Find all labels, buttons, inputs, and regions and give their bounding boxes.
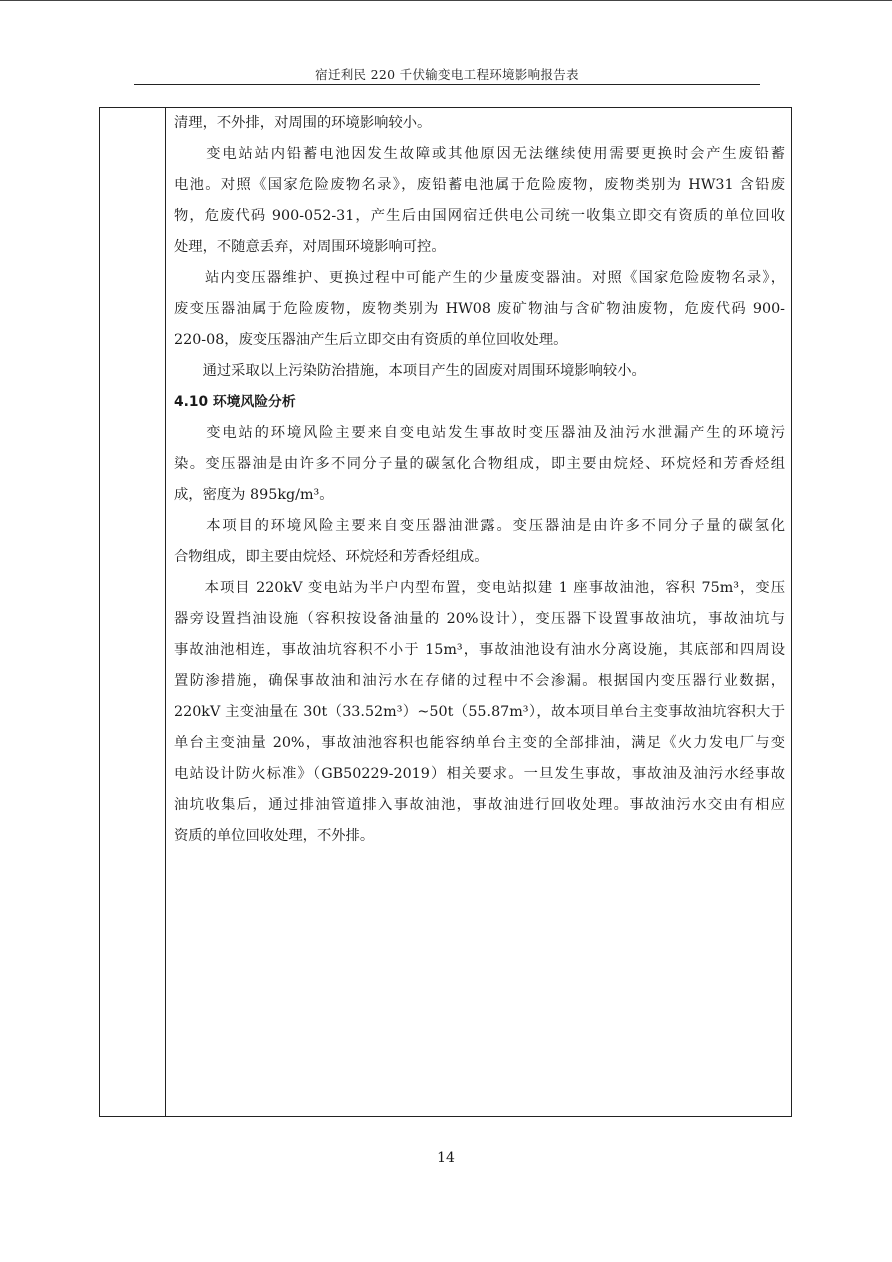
body-line: 电站设计防火标准》（GB50229-2019）相关要求。一旦发生事故，事故油及油污水经事故: [174, 766, 785, 782]
body-line: 处理，不随意丢弃，对周围环境影响可控。: [174, 239, 446, 255]
content-table-frame: [99, 107, 792, 1117]
body-line: 220kV 主变油量在 30t（33.52m³）~50t（55.87m³），故本项目单台主变事故油坑容积大于: [174, 704, 785, 720]
body-line: 变电站站内铅蓄电池因发生故障或其他原因无法继续使用需要更换时会产生废铅蓄: [174, 146, 785, 162]
body-line: 通过采取以上污染防治措施，本项目产生的固废对周围环境影响较小。: [174, 363, 646, 379]
body-line: 220-08，废变压器油产生后立即交由有资质的单位回收处理。: [174, 332, 568, 348]
section-heading: 4.10 环境风险分析: [174, 394, 296, 410]
body-line: 油坑收集后，通过排油管道排入事故油池，事故油进行回收处理。事故油污水交由有相应: [174, 797, 785, 813]
page-number: 14: [437, 1150, 455, 1166]
table-left-column-divider: [165, 108, 166, 1116]
body-line: 废变压器油属于危险废物，废物类别为 HW08 废矿物油与含矿物油废物，危废代码 900-: [174, 301, 785, 317]
body-line: 本项目的环境风险主要来自变压器油泄露。变压器油是由许多不同分子量的碳氢化: [174, 518, 785, 534]
document-header-title: 宿迁利民 220 千伏输变电工程环境影响报告表: [315, 67, 579, 82]
body-line: 合物组成，即主要由烷烃、环烷烃和芳香烃组成。: [174, 549, 489, 565]
top-border-rule: [0, 0, 892, 1]
body-text-area: [174, 108, 785, 852]
body-line: 站内变压器维护、更换过程中可能产生的少量废变器油。对照《国家危险废物名录》，: [174, 270, 785, 286]
body-line: 清理，不外排，对周围的环境影响较小。: [174, 115, 432, 131]
body-line: 本项目 220kV 变电站为半户内型布置，变电站拟建 1 座事故油池，容积 75m³，变压: [174, 580, 785, 596]
body-line: 变电站的环境风险主要来自变电站发生事故时变压器油及油污水泄漏产生的环境污: [174, 425, 785, 441]
header-underline: [134, 84, 760, 85]
body-line: 事故油池相连，事故油坑容积不小于 15m³，事故油池设有油水分离设施，其底部和四周设: [174, 642, 785, 658]
body-line: 单台主变油量 20%，事故油池容积也能容纳单台主变的全部排油，满足《火力发电厂与变: [174, 735, 785, 751]
body-line: 成，密度为 895kg/m³。: [174, 487, 334, 503]
body-line: 物，危废代码 900-052-31，产生后由国网宿迁供电公司统一收集立即交有资质的单位回收: [174, 208, 785, 224]
body-line: 器旁设置挡油设施（容积按设备油量的 20%设计），变压器下设置事故油坑，事故油坑与: [174, 611, 785, 627]
body-line: 资质的单位回收处理，不外排。: [174, 828, 375, 844]
body-line: 置防渗措施，确保事故油和油污水在存储的过程中不会渗漏。根据国内变压器行业数据，: [174, 673, 785, 689]
body-line: 染。变压器油是由许多不同分子量的碳氢化合物组成，即主要由烷烃、环烷烃和芳香烃组: [174, 456, 785, 472]
body-line: 电池。对照《国家危险废物名录》，废铅蓄电池属于危险废物，废物类别为 HW31 含铅废: [174, 177, 785, 193]
